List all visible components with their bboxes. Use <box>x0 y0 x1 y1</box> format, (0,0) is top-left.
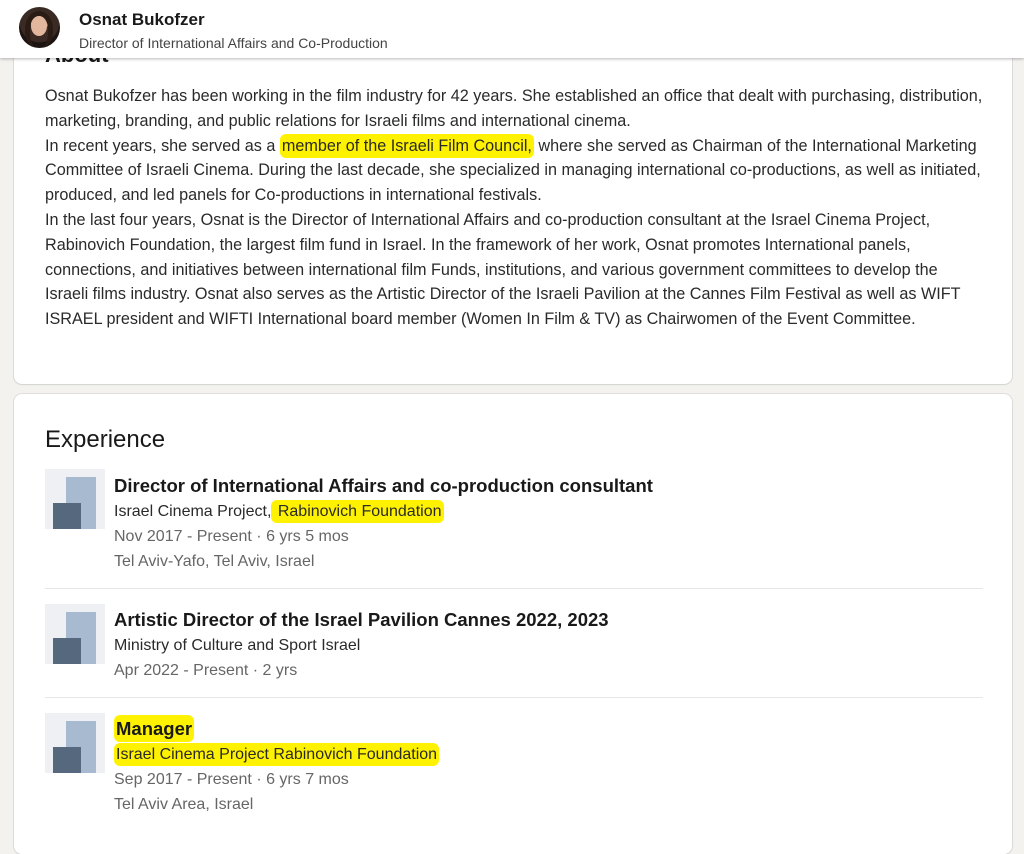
company-logo-icon[interactable] <box>45 713 105 773</box>
about-paragraph-1: Osnat Bukofzer has been working in the film industry for 42 years. She established an office that dealt with purchasing, distribution, marketing, branding, and public relations for Israeli films and international cinema. <box>45 87 983 130</box>
logo-bar-dark <box>53 503 81 529</box>
about-section <box>14 30 1012 384</box>
experience-item[interactable] <box>45 469 983 579</box>
experience-section <box>14 394 1012 854</box>
experience-item[interactable] <box>45 713 983 823</box>
highlight-film-council: member of the Israeli Film Council, <box>280 134 534 158</box>
highlight-rabinovich: Rabinovich Foundation <box>271 500 443 523</box>
experience-dates: Nov 2017 - Present · 6 yrs 5 mos <box>114 528 349 545</box>
experience-location: Tel Aviv Area, Israel <box>114 796 254 813</box>
highlight-manager: Manager <box>114 715 194 742</box>
profile-name[interactable]: Osnat Bukofzer <box>79 10 205 29</box>
experience-title: Experience <box>45 426 166 453</box>
experience-role[interactable]: Artistic Director of the Israel Pavilion Cannes 2022, 2023 <box>114 609 609 630</box>
about-text <box>45 84 985 332</box>
experience-dates: Apr 2022 - Present · 2 yrs <box>114 662 298 679</box>
experience-item[interactable] <box>45 604 983 684</box>
company-name: Israel Cinema Project, <box>114 503 272 520</box>
profile-headline: Director of International Affairs and Co-Production <box>79 35 388 51</box>
experience-role[interactable] <box>114 718 194 740</box>
logo-bar-dark <box>53 638 81 664</box>
experience-location: Tel Aviv-Yafo, Tel Aviv, Israel <box>114 553 315 570</box>
experience-company <box>114 746 439 764</box>
profile-sticky-header <box>0 0 1024 58</box>
about-paragraph-2 <box>45 134 985 208</box>
profile-avatar[interactable] <box>19 7 60 48</box>
avatar-face <box>31 16 47 36</box>
company-logo-icon[interactable] <box>45 469 105 529</box>
highlight-company: Israel Cinema Project Rabinovich Foundation <box>114 743 439 766</box>
experience-company: Ministry of Culture and Sport Israel <box>114 637 361 654</box>
about-paragraph-3: In the last four years, Osnat is the Director of International Affairs and co-production consultant at the Israel Cinema Project, Rabinovich Foundation, the largest film fund in Israel. In the framework of her work, Osnat promotes International panels, connections, and initiatives between international film Funds, institutions, and various government committees to develop the Israeli films industry. Osnat also serves as the Artistic Director of the Israeli Pavilion at the Cannes Film Festival as well as WIFT ISRAEL president and WIFTI International board member (Women In Film & TV) as Chairwomen of the Event Committee. <box>45 210 961 329</box>
about-p2-before: In recent years, she served as a <box>45 136 280 155</box>
company-logo-icon[interactable] <box>45 604 105 664</box>
experience-company <box>114 503 444 521</box>
divider <box>45 697 983 698</box>
experience-dates: Sep 2017 - Present · 6 yrs 7 mos <box>114 771 349 788</box>
logo-bar-dark <box>53 747 81 773</box>
divider <box>45 588 983 589</box>
experience-role[interactable]: Director of International Affairs and co-production consultant <box>114 475 653 496</box>
about-p2-after: where she served as Chairman of the International Marketing Committee of Israeli Cinema. During the last decade, she specialized in managing international co-productions, as well as initiated, produced, and led panels for Co-productions in international festivals. <box>45 136 981 205</box>
